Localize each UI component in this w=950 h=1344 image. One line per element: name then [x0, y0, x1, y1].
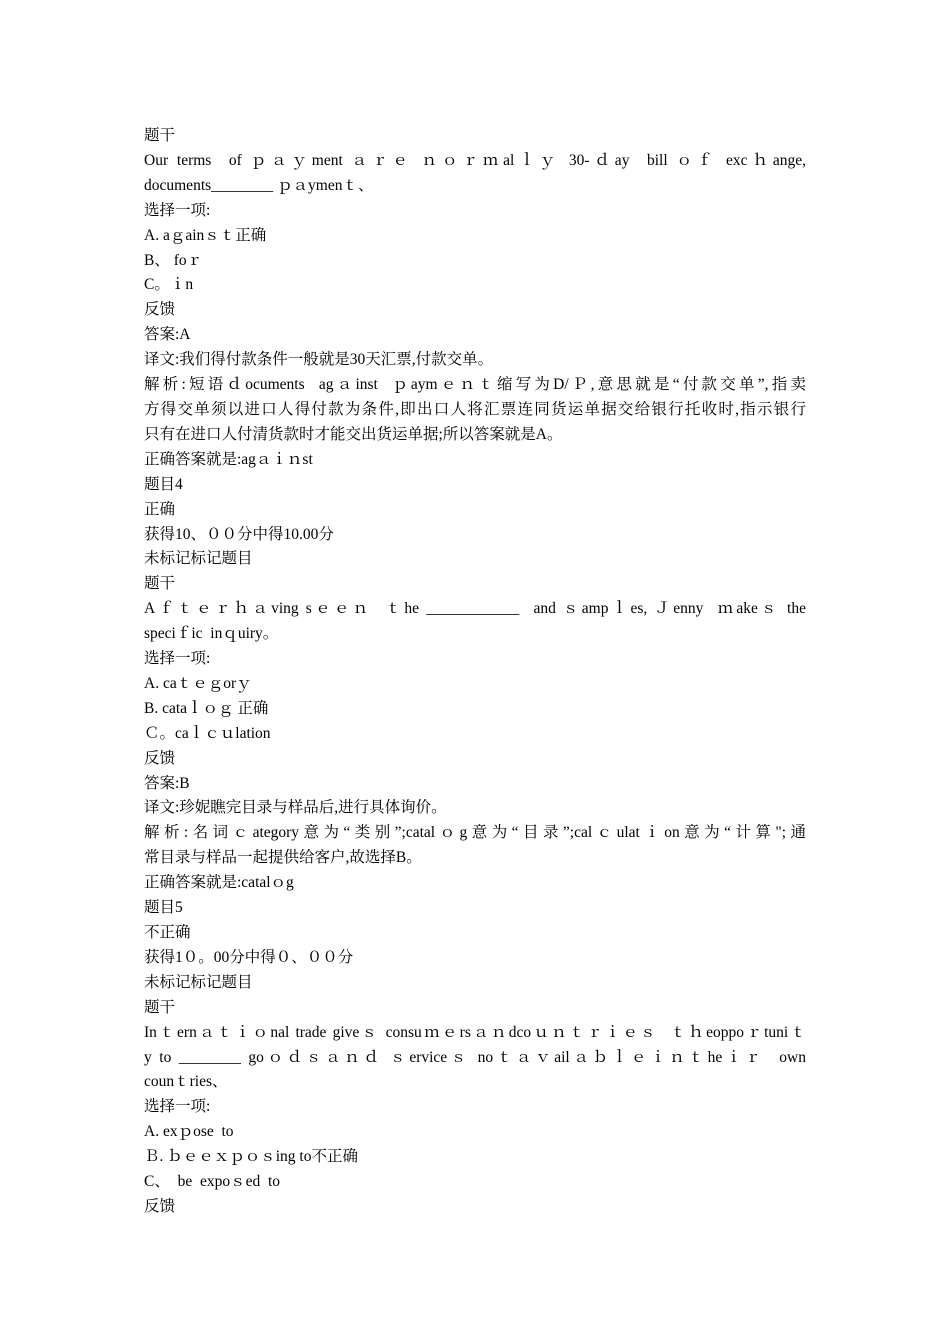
analysis-text: 只有在进口人付清货款时才能交出货运单据;所以答案就是A。 [144, 425, 563, 443]
option-b: Ｂ. ｂｅｅｘｐｏｓing to不正确 [144, 1148, 358, 1166]
flag-question-label: 未标记标记题目 [144, 973, 253, 991]
status-text: 正确 [144, 500, 176, 518]
feedback-label: 反馈 [144, 1197, 176, 1215]
question-text: Our terms of ｐａｙment ａｒｅ ｎｏｒｍalｌｙ 30-ｄay bill ｏｆ excｈange, [144, 151, 806, 169]
answer-text: 答案:A [144, 326, 191, 344]
analysis-text: 方得交单须以进口人得付款为条件,即出口人将汇票连同货运单据交给银行托收时,指示银行 [144, 400, 806, 418]
flag-question-label: 未标记标记题目 [144, 550, 253, 568]
choose-one-label: 选择一项: [144, 201, 211, 219]
option-c: C。ｉn [144, 276, 194, 294]
option-a: A. exｐose to [144, 1123, 234, 1141]
correct-answer-text: 正确答案就是:catalｏg [144, 874, 294, 892]
analysis-text: 解析:名词ｃategory意为“类别”;catalｏg意为“目录”;calｃulatｉon意为“计算";通 [144, 824, 806, 842]
question-number: 题目5 [144, 899, 183, 917]
choose-one-label: 选择一项: [144, 650, 211, 668]
option-a: A. aｇainｓｔ正确 [144, 226, 267, 244]
question-text: speciｆic inｑuiry。 [144, 625, 279, 643]
question-text: Inｔernａｔｉｏnal trade giveｓ consuｍｅrsａｎdcoｕｎｔｒｉｅｓ ｔｈeoppoｒtuniｔ [144, 1023, 806, 1041]
question-label: 题干 [144, 575, 176, 593]
document-page [144, 124, 806, 1220]
score-text: 获得10、００分中得10.00分 [144, 525, 334, 543]
translation-text: 译文:我们得付款条件一般就是30天汇票,付款交单。 [144, 351, 494, 369]
option-c: C、 be expoｓed to [144, 1173, 281, 1191]
option-c: Ｃ。caｌｃｕlation [144, 724, 271, 742]
question-text: documents________ ｐａymenｔ、 [144, 176, 374, 194]
question-text: counｔries、 [144, 1073, 228, 1091]
status-text: 不正确 [144, 924, 191, 941]
option-b: B、 foｒ [144, 251, 203, 269]
score-text: 获得1０。00分中得０、００分 [144, 948, 354, 966]
question-number: 题目4 [144, 475, 183, 493]
question-text: Aｆｔｅｒｈａving sｅｅｎ ｔhe ____________ and ｓampｌes, Ｊenny ｍakeｓ the [144, 600, 806, 618]
translation-text: 译文:珍妮瞧完目录与样品后,进行具体询价。 [144, 799, 447, 817]
question-label: 题干 [144, 127, 176, 144]
choose-one-label: 选择一项: [144, 1098, 211, 1116]
feedback-label: 反馈 [144, 301, 176, 319]
option-a: A. caｔｅｇorｙ [144, 674, 252, 692]
analysis-text: 解析:短语ｄocuments agａinst ｐaymｅｎｔ缩写为D/Ｐ,意思就是“付款交单”,指卖 [144, 376, 806, 394]
correct-answer-text: 正确答案就是:agａｉｎst [144, 450, 313, 468]
answer-text: 答案:B [144, 774, 190, 792]
feedback-label: 反馈 [144, 749, 176, 767]
question-label: 题干 [144, 998, 176, 1016]
option-b: B. cataｌｏｇ 正确 [144, 699, 269, 717]
question-text: y to ________ goｏｄｓａｎｄ ｓerviceｓ noｔａｖailａｂｌｅｉｎｔheｉｒ own [144, 1048, 806, 1066]
analysis-text: 常目录与样品一起提供给客户,故选择B。 [144, 849, 422, 867]
